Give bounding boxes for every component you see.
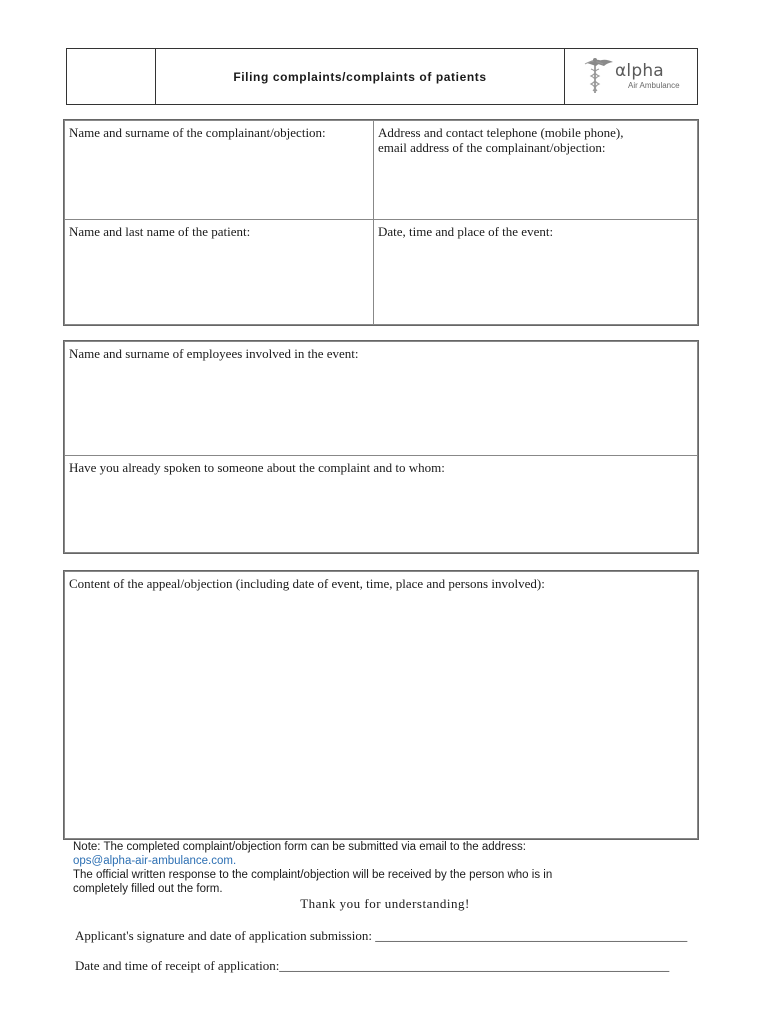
applicant-signature-line[interactable] [75,928,687,944]
thanks-text: Thank you for understanding! [300,896,470,911]
submission-note [73,840,673,896]
note-line3: The official written response to the complaint/objection will be received by the person who is in [73,869,553,881]
appeal-content-cell[interactable] [64,571,698,839]
complainant-contact-label-line1: Address and contact telephone (mobile phone), [378,125,624,140]
header-empty-cell [67,49,156,104]
complainant-patient-table [63,119,699,326]
spoken-to-label: Have you already spoken to someone about the complaint and to whom: [69,460,445,475]
appeal-content-label: Content of the appeal/objection (including date of event, time, place and persons involved): [69,576,545,591]
form-title: Filing complaints/complaints of patients [156,49,565,104]
email-link[interactable]: ops@alpha-air-ambulance.com. [73,855,237,867]
employees-involved-cell[interactable] [64,341,698,456]
complainant-contact-label-line2: email address of the complainant/objection: [378,140,606,155]
complainant-name-cell[interactable] [64,120,374,220]
patient-name-label: Name and last name of the patient: [69,224,251,239]
event-datetime-place-label: Date, time and place of the event: [378,224,554,239]
applicant-signature-label: Applicant's signature and date of application submission: ________________________________________________ [75,928,688,943]
event-datetime-place-cell[interactable] [373,219,698,325]
complainant-name-label: Name and surname of the complainant/objection: [69,125,326,140]
note-line4: completely filled out the form. [73,883,223,895]
logo-subtitle: Air Ambulance [628,81,680,90]
receipt-datetime-line[interactable] [75,958,669,974]
form-header [66,48,698,105]
note-line1: Note: The completed complaint/objection form can be submitted via email to the address: [73,841,526,853]
content-table [63,570,699,840]
receipt-datetime-label: Date and time of receipt of application:____________________________________________________________ [75,958,670,973]
spoken-to-cell[interactable] [64,455,698,553]
complainant-contact-cell[interactable] [373,120,698,220]
employees-involved-label: Name and surname of employees involved in the event: [69,346,359,361]
employees-table [63,340,699,554]
logo-wordmark: αlpha [615,61,664,81]
patient-name-cell[interactable] [64,219,374,325]
